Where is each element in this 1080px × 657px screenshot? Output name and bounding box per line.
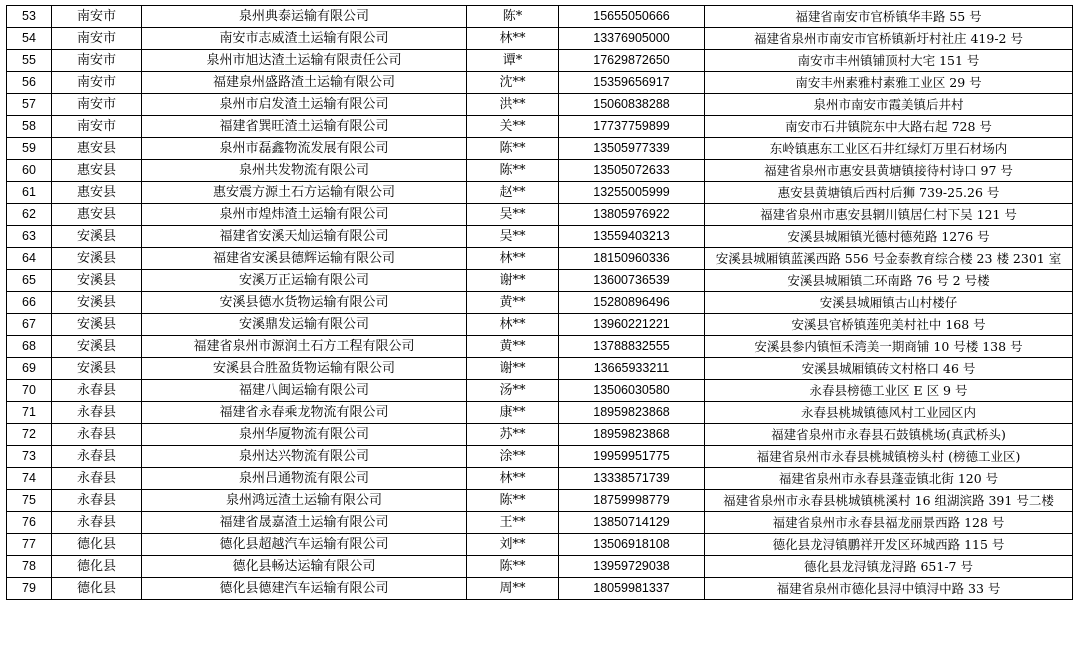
row-number-cell: 76 [7, 512, 52, 534]
contact-person-cell: 周** [467, 578, 559, 600]
table-row [7, 336, 1073, 358]
company-name-cell: 泉州市煌炜渣土运输有限公司 [142, 204, 467, 226]
address-cell: 南安市石井镇院东中大路右起 728 号 [705, 116, 1073, 138]
phone-number-cell: 13788832555 [559, 336, 705, 358]
county-cell: 德化县 [52, 556, 142, 578]
table-row [7, 424, 1073, 446]
address-cell: 福建省泉州市惠安县辋川镇居仁村下吴 121 号 [705, 204, 1073, 226]
table-row [7, 578, 1073, 600]
company-table [6, 5, 1073, 600]
row-number-cell: 65 [7, 270, 52, 292]
county-cell: 南安市 [52, 6, 142, 28]
table-row [7, 182, 1073, 204]
company-name-cell: 安溪县德水货物运输有限公司 [142, 292, 467, 314]
phone-number-cell: 13506918108 [559, 534, 705, 556]
address-cell: 安溪县城厢镇光德村德苑路 1276 号 [705, 226, 1073, 248]
address-cell: 福建省泉州市德化县浔中镇浔中路 33 号 [705, 578, 1073, 600]
address-cell: 福建省泉州市永春县蓬壶镇北街 120 号 [705, 468, 1073, 490]
row-number-cell: 68 [7, 336, 52, 358]
contact-person-cell: 陈** [467, 160, 559, 182]
address-cell: 安溪县参内镇恒禾湾美一期商铺 10 号楼 138 号 [705, 336, 1073, 358]
company-name-cell: 安溪鼎发运输有限公司 [142, 314, 467, 336]
address-cell: 福建省泉州市永春县桃城镇榜头村 (榜德工业区) [705, 446, 1073, 468]
company-name-cell: 泉州市磊鑫物流发展有限公司 [142, 138, 467, 160]
table-row [7, 94, 1073, 116]
phone-number-cell: 13376905000 [559, 28, 705, 50]
contact-person-cell: 陈** [467, 490, 559, 512]
table-row [7, 468, 1073, 490]
contact-person-cell: 谭* [467, 50, 559, 72]
contact-person-cell: 谢** [467, 358, 559, 380]
company-name-cell: 安溪万正运输有限公司 [142, 270, 467, 292]
address-cell: 安溪县城厢镇蓝溪西路 556 号金泰教育综合楼 23 楼 2301 室 [705, 248, 1073, 270]
county-cell: 惠安县 [52, 160, 142, 182]
contact-person-cell: 黄** [467, 292, 559, 314]
row-number-cell: 54 [7, 28, 52, 50]
table-row [7, 116, 1073, 138]
table-row [7, 28, 1073, 50]
phone-number-cell: 13665933211 [559, 358, 705, 380]
county-cell: 安溪县 [52, 336, 142, 358]
phone-number-cell: 15655050666 [559, 6, 705, 28]
phone-number-cell: 18759998779 [559, 490, 705, 512]
row-number-cell: 57 [7, 94, 52, 116]
table-row [7, 6, 1073, 28]
phone-number-cell: 15280896496 [559, 292, 705, 314]
county-cell: 永春县 [52, 402, 142, 424]
county-cell: 德化县 [52, 578, 142, 600]
contact-person-cell: 谢** [467, 270, 559, 292]
table-row [7, 556, 1073, 578]
table-row [7, 204, 1073, 226]
company-name-cell: 泉州市启发渣土运输有限公司 [142, 94, 467, 116]
row-number-cell: 71 [7, 402, 52, 424]
county-cell: 永春县 [52, 424, 142, 446]
company-name-cell: 泉州吕通物流有限公司 [142, 468, 467, 490]
address-cell: 福建省泉州市永春县石鼓镇桃场(真武桥头) [705, 424, 1073, 446]
row-number-cell: 67 [7, 314, 52, 336]
table-row [7, 248, 1073, 270]
county-cell: 南安市 [52, 28, 142, 50]
contact-person-cell: 汤** [467, 380, 559, 402]
address-cell: 安溪县城厢镇砖文村格口 46 号 [705, 358, 1073, 380]
contact-person-cell: 陈** [467, 556, 559, 578]
row-number-cell: 72 [7, 424, 52, 446]
company-name-cell: 福建省巽旺渣土运输有限公司 [142, 116, 467, 138]
contact-person-cell: 苏** [467, 424, 559, 446]
contact-person-cell: 涂** [467, 446, 559, 468]
address-cell: 惠安县黄塘镇后西村后狮 739-25.26 号 [705, 182, 1073, 204]
address-cell: 安溪县城厢镇二环南路 76 号 2 号楼 [705, 270, 1073, 292]
address-cell: 福建省泉州市永春县福龙丽景西路 128 号 [705, 512, 1073, 534]
address-cell: 安溪县官桥镇莲兜美村社中 168 号 [705, 314, 1073, 336]
phone-number-cell: 17629872650 [559, 50, 705, 72]
company-name-cell: 德化县德建汽车运输有限公司 [142, 578, 467, 600]
contact-person-cell: 陈* [467, 6, 559, 28]
table-body [7, 6, 1073, 600]
phone-number-cell: 19959951775 [559, 446, 705, 468]
contact-person-cell: 林** [467, 28, 559, 50]
address-cell: 福建省泉州市惠安县黄塘镇接待村诗口 97 号 [705, 160, 1073, 182]
row-number-cell: 74 [7, 468, 52, 490]
contact-person-cell: 洪** [467, 94, 559, 116]
company-name-cell: 福建八闽运输有限公司 [142, 380, 467, 402]
table-row [7, 138, 1073, 160]
company-name-cell: 德化县畅达运输有限公司 [142, 556, 467, 578]
company-name-cell: 泉州市旭达渣土运输有限责任公司 [142, 50, 467, 72]
phone-number-cell: 13960221221 [559, 314, 705, 336]
table-row [7, 292, 1073, 314]
company-name-cell: 泉州共发物流有限公司 [142, 160, 467, 182]
county-cell: 永春县 [52, 446, 142, 468]
row-number-cell: 79 [7, 578, 52, 600]
county-cell: 南安市 [52, 72, 142, 94]
table-row [7, 380, 1073, 402]
company-name-cell: 福建省安溪县德辉运输有限公司 [142, 248, 467, 270]
company-name-cell: 泉州华厦物流有限公司 [142, 424, 467, 446]
company-name-cell: 福建泉州盛路渣土运输有限公司 [142, 72, 467, 94]
company-name-cell: 德化县超越汽车运输有限公司 [142, 534, 467, 556]
table-row [7, 446, 1073, 468]
row-number-cell: 61 [7, 182, 52, 204]
address-cell: 德化县龙浔镇龙浔路 651-7 号 [705, 556, 1073, 578]
address-cell: 泉州市南安市霞美镇后井村 [705, 94, 1073, 116]
county-cell: 安溪县 [52, 270, 142, 292]
address-cell: 福建省南安市官桥镇华丰路 55 号 [705, 6, 1073, 28]
phone-number-cell: 13805976922 [559, 204, 705, 226]
row-number-cell: 66 [7, 292, 52, 314]
county-cell: 安溪县 [52, 314, 142, 336]
table-row [7, 226, 1073, 248]
address-cell: 东岭镇惠东工业区石井红绿灯万里石材场内 [705, 138, 1073, 160]
table-row [7, 490, 1073, 512]
phone-number-cell: 17737759899 [559, 116, 705, 138]
phone-number-cell: 15060838288 [559, 94, 705, 116]
phone-number-cell: 13600736539 [559, 270, 705, 292]
table-row [7, 160, 1073, 182]
table-row [7, 314, 1073, 336]
row-number-cell: 63 [7, 226, 52, 248]
county-cell: 南安市 [52, 50, 142, 72]
phone-number-cell: 13255005999 [559, 182, 705, 204]
row-number-cell: 64 [7, 248, 52, 270]
row-number-cell: 59 [7, 138, 52, 160]
company-name-cell: 福建省泉州市源润土石方工程有限公司 [142, 336, 467, 358]
address-cell: 永春县榜德工业区 E 区 9 号 [705, 380, 1073, 402]
contact-person-cell: 吴** [467, 204, 559, 226]
contact-person-cell: 吴** [467, 226, 559, 248]
contact-person-cell: 黄** [467, 336, 559, 358]
company-name-cell: 泉州典泰运输有限公司 [142, 6, 467, 28]
address-cell: 福建省泉州市南安市官桥镇新圩村社庄 419-2 号 [705, 28, 1073, 50]
phone-number-cell: 18959823868 [559, 424, 705, 446]
row-number-cell: 60 [7, 160, 52, 182]
address-cell: 福建省泉州市永春县桃城镇桃溪村 16 组湖滨路 391 号二楼 [705, 490, 1073, 512]
county-cell: 惠安县 [52, 138, 142, 160]
contact-person-cell: 赵** [467, 182, 559, 204]
company-name-cell: 南安市志威渣土运输有限公司 [142, 28, 467, 50]
company-name-cell: 惠安震方源土石方运输有限公司 [142, 182, 467, 204]
company-name-cell: 泉州鸿远渣土运输有限公司 [142, 490, 467, 512]
row-number-cell: 55 [7, 50, 52, 72]
address-cell: 南安市丰州镇铺顶村大宅 151 号 [705, 50, 1073, 72]
phone-number-cell: 13505072633 [559, 160, 705, 182]
contact-person-cell: 陈** [467, 138, 559, 160]
row-number-cell: 75 [7, 490, 52, 512]
row-number-cell: 56 [7, 72, 52, 94]
row-number-cell: 70 [7, 380, 52, 402]
company-name-cell: 福建省晟嘉渣土运输有限公司 [142, 512, 467, 534]
phone-number-cell: 13506030580 [559, 380, 705, 402]
phone-number-cell: 13559403213 [559, 226, 705, 248]
row-number-cell: 69 [7, 358, 52, 380]
county-cell: 惠安县 [52, 204, 142, 226]
table-row [7, 270, 1073, 292]
county-cell: 永春县 [52, 490, 142, 512]
contact-person-cell: 关** [467, 116, 559, 138]
company-name-cell: 福建省永春乘龙物流有限公司 [142, 402, 467, 424]
contact-person-cell: 王** [467, 512, 559, 534]
contact-person-cell: 康** [467, 402, 559, 424]
county-cell: 安溪县 [52, 292, 142, 314]
contact-person-cell: 林** [467, 468, 559, 490]
table-row [7, 402, 1073, 424]
company-name-cell: 福建省安溪天灿运输有限公司 [142, 226, 467, 248]
contact-person-cell: 林** [467, 314, 559, 336]
address-cell: 安溪县城厢镇古山村楼仔 [705, 292, 1073, 314]
phone-number-cell: 13959729038 [559, 556, 705, 578]
county-cell: 德化县 [52, 534, 142, 556]
county-cell: 永春县 [52, 468, 142, 490]
table-row [7, 72, 1073, 94]
company-name-cell: 安溪县合胜盈货物运输有限公司 [142, 358, 467, 380]
table-row [7, 50, 1073, 72]
contact-person-cell: 刘** [467, 534, 559, 556]
phone-number-cell: 13850714129 [559, 512, 705, 534]
contact-person-cell: 林** [467, 248, 559, 270]
row-number-cell: 53 [7, 6, 52, 28]
row-number-cell: 77 [7, 534, 52, 556]
address-cell: 南安丰州素雅村素雅工业区 29 号 [705, 72, 1073, 94]
county-cell: 安溪县 [52, 358, 142, 380]
phone-number-cell: 18059981337 [559, 578, 705, 600]
county-cell: 南安市 [52, 116, 142, 138]
county-cell: 南安市 [52, 94, 142, 116]
table-row [7, 358, 1073, 380]
phone-number-cell: 13338571739 [559, 468, 705, 490]
county-cell: 安溪县 [52, 248, 142, 270]
contact-person-cell: 沈** [467, 72, 559, 94]
address-cell: 永春县桃城镇德风村工业园区内 [705, 402, 1073, 424]
table-row [7, 512, 1073, 534]
company-name-cell: 泉州达兴物流有限公司 [142, 446, 467, 468]
phone-number-cell: 13505977339 [559, 138, 705, 160]
county-cell: 永春县 [52, 512, 142, 534]
row-number-cell: 73 [7, 446, 52, 468]
table-row [7, 534, 1073, 556]
county-cell: 惠安县 [52, 182, 142, 204]
phone-number-cell: 18150960336 [559, 248, 705, 270]
phone-number-cell: 18959823868 [559, 402, 705, 424]
phone-number-cell: 15359656917 [559, 72, 705, 94]
row-number-cell: 62 [7, 204, 52, 226]
county-cell: 安溪县 [52, 226, 142, 248]
address-cell: 德化县龙浔镇鹏祥开发区环城西路 115 号 [705, 534, 1073, 556]
row-number-cell: 78 [7, 556, 52, 578]
row-number-cell: 58 [7, 116, 52, 138]
county-cell: 永春县 [52, 380, 142, 402]
